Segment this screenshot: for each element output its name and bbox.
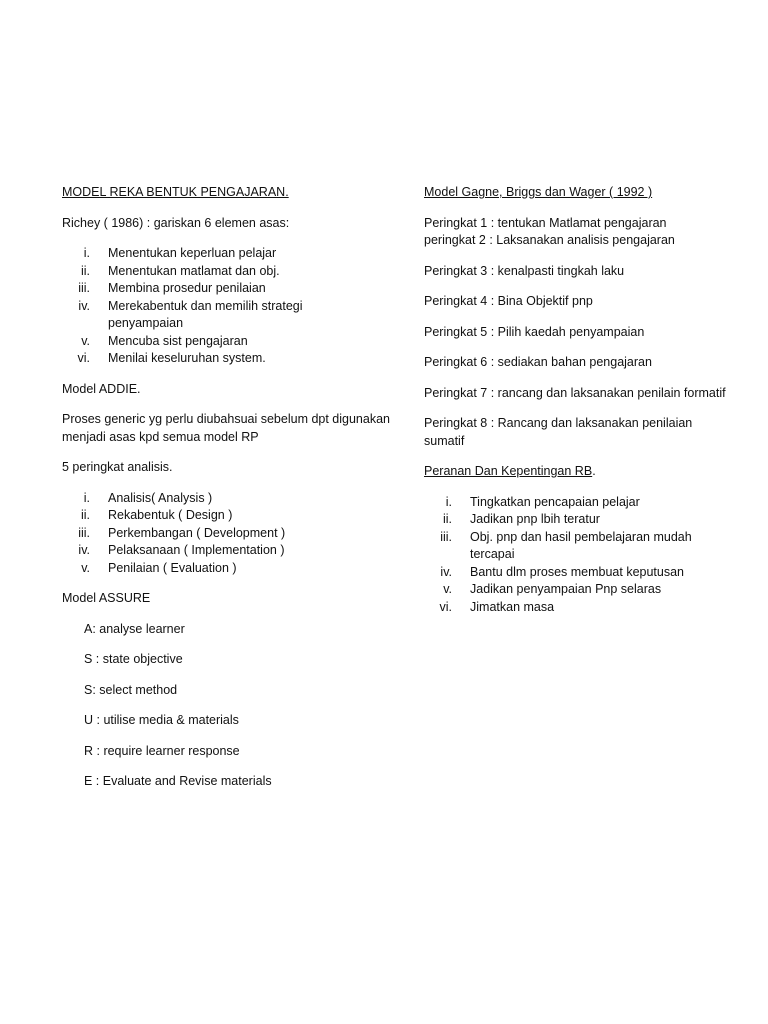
item-number: vi. (439, 599, 452, 614)
item-number: i. (445, 494, 452, 509)
item-text: Pelaksanaan ( Implementation ) (108, 543, 285, 557)
addie-description: Proses generic yg perlu diubahsuai sebelum dpt digunakan menjadi asas kpd semua model RP (62, 412, 390, 444)
item-text: Merekabentuk dan memilih strategi penyampaian (108, 298, 303, 330)
level-line: Peringkat 8 : Rancang dan laksanakan penilaian sumatif (424, 416, 693, 448)
item-text: Obj. pnp dan hasil pembelajaran mudah tercapai (470, 529, 692, 561)
level-line: Peringkat 6 : sediakan bahan pengajaran (424, 355, 652, 369)
item-text: Menentukan matlamat dan obj. (108, 263, 280, 278)
list-item (62, 560, 402, 578)
richey-line: Richey ( 1986) : gariskan 6 elemen asas: (62, 215, 290, 230)
item-text: Menentukan keperluan pelajar (108, 246, 277, 260)
list-item (62, 525, 402, 543)
list-item (424, 494, 744, 512)
item-text: Membina prosedur penilaian (108, 281, 266, 295)
assure-item: U : utilise media & materials (84, 713, 239, 727)
level-line: Peringkat 5 : Pilih kaedah penyampaian (424, 324, 645, 339)
item-number: iv. (78, 543, 90, 557)
item-number: ii. (442, 512, 452, 526)
rb-title: Peranan Dan Kepentingan RB (424, 464, 593, 478)
item-text: Jadikan pnp lbih teratur (470, 512, 600, 526)
left-column (62, 184, 402, 791)
item-text: Bantu dlm proses membuat keputusan (470, 564, 685, 579)
item-number: v. (81, 333, 90, 348)
list-item (62, 298, 402, 333)
addie-title: Model ADDIE. (62, 381, 141, 396)
level-line: Peringkat 7 : rancang dan laksanakan penilain formatif (424, 385, 726, 400)
item-text: Analisis( Analysis ) (108, 490, 213, 505)
addie-stage-list (62, 490, 402, 578)
assure-item: R : require learner response (84, 743, 240, 758)
list-item (424, 511, 744, 529)
item-number: v. (443, 582, 452, 596)
item-number: v. (81, 560, 90, 575)
item-number: ii. (80, 508, 90, 522)
list-item (62, 542, 402, 560)
rb-title-suffix: . (592, 464, 596, 478)
assure-item: A: analyse learner (84, 621, 185, 636)
item-number: iv. (440, 564, 452, 579)
level-line: peringkat 2 : Laksanakan analisis pengajaran (424, 233, 675, 247)
rb-list (424, 494, 744, 617)
level-line: Peringkat 3 : kenalpasti tingkah laku (424, 263, 625, 278)
item-text: Rekabentuk ( Design ) (108, 508, 233, 522)
item-number: iii. (78, 525, 90, 540)
item-number: i. (83, 246, 90, 260)
item-text: Perkembangan ( Development ) (108, 525, 286, 540)
assure-item: S: select method (84, 682, 178, 697)
list-item (62, 245, 402, 263)
right-column (424, 184, 744, 616)
list-item (424, 529, 744, 564)
item-number: iii. (440, 529, 452, 544)
list-item (424, 564, 744, 582)
item-text: Jimatkan masa (470, 599, 555, 614)
assure-item: S : state objective (84, 652, 183, 666)
list-item (424, 581, 744, 599)
list-item (62, 280, 402, 298)
item-number: ii. (80, 263, 90, 278)
item-number: i. (83, 490, 90, 505)
list-item (62, 350, 402, 368)
assure-item: E : Evaluate and Revise materials (84, 774, 272, 788)
main-title: MODEL REKA BENTUK PENGAJARAN. (62, 185, 289, 199)
assure-title: Model ASSURE (62, 591, 151, 605)
addie-stages-intro: 5 peringkat analisis. (62, 460, 173, 474)
item-number: iii. (78, 281, 90, 295)
item-text: Mencuba sist pengajaran (108, 333, 248, 348)
item-text: Penilaian ( Evaluation ) (108, 560, 237, 575)
list-item (62, 507, 402, 525)
element-list (62, 245, 402, 368)
level-line: Peringkat 1 : tentukan Matlamat pengajaran (424, 215, 667, 230)
list-item (424, 599, 744, 617)
list-item (62, 263, 402, 281)
item-number: iv. (78, 298, 90, 313)
list-item (62, 333, 402, 351)
item-number: vi. (77, 351, 90, 365)
list-item (62, 490, 402, 508)
rb-title-line (424, 463, 744, 481)
gagne-title: Model Gagne, Briggs dan Wager ( 1992 ) (424, 185, 653, 199)
level-line: Peringkat 4 : Bina Objektif pnp (424, 294, 593, 308)
item-text: Tingkatkan pencapaian pelajar (470, 494, 640, 509)
item-text: Menilai keseluruhan system. (108, 351, 266, 365)
item-text: Jadikan penyampaian Pnp selaras (470, 582, 662, 596)
